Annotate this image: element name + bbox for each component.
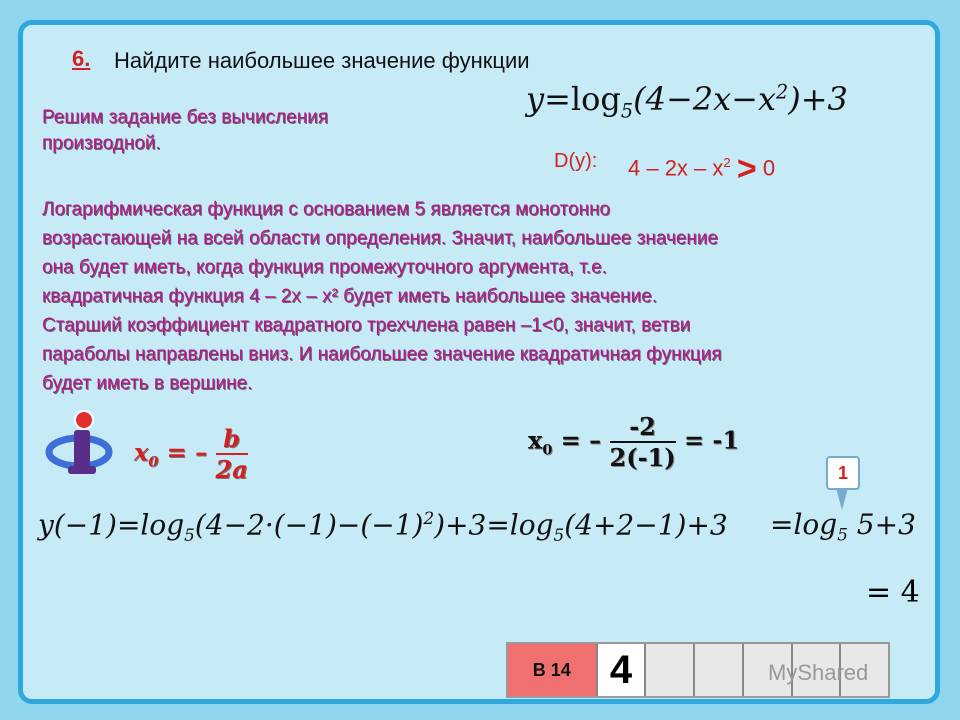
formula-base: 5 <box>620 99 634 123</box>
formula-y: y <box>526 80 545 118</box>
vf-sub: 0 <box>148 453 159 471</box>
method-note <box>42 105 362 157</box>
vf-den: 2a <box>215 455 248 484</box>
formula-arg: (4−2x−x <box>633 80 777 118</box>
domain-expr: 4 – 2x – x <box>628 155 724 181</box>
vc-fraction <box>610 412 676 472</box>
explanation-line: она будет иметь, когда функция промежуточного аргумента, т.е. <box>42 257 607 278</box>
sub-base1: 5 <box>184 524 195 545</box>
final-answer: = 4 <box>866 575 920 610</box>
domain-power: 2 <box>723 154 731 170</box>
substitution-formula <box>38 508 728 545</box>
vf-num: b <box>216 424 248 455</box>
vf-fraction <box>216 424 248 484</box>
sub-part2: =log <box>486 508 554 542</box>
sub-part1c: )+3 <box>434 508 487 542</box>
sub-part3b: 5+3 <box>847 508 916 541</box>
sub-part2b: (4+2−1)+3 <box>564 508 728 542</box>
sub-base2: 5 <box>553 524 565 545</box>
sub-part1: y(−1)=log <box>38 508 185 542</box>
hint-callout[interactable]: 1 <box>826 456 860 490</box>
info-icon[interactable] <box>44 410 114 481</box>
answer-label: В 14 <box>508 644 598 696</box>
vertex-calculation <box>528 412 739 472</box>
vc-sub: 0 <box>542 441 553 459</box>
answer-cell-empty[interactable] <box>646 644 695 696</box>
sub-part1b: (4−2·(−1)−(−1) <box>194 508 424 542</box>
domain-label: D(y): <box>554 150 598 172</box>
sub-sq: 2 <box>423 508 435 528</box>
sub-part3: =log <box>770 508 838 541</box>
method-note-text: Решим задание без вычисления производной. <box>42 107 329 154</box>
vertex-formula <box>134 424 248 484</box>
domain-expression <box>628 150 775 189</box>
explanation-line: Старший коэффициент квадратного трехчлена равен –1<0, значит, ветви <box>42 315 691 336</box>
vc-eq: = – <box>552 425 602 455</box>
vf-lhs: x <box>134 437 149 467</box>
explanation-paragraph <box>42 195 912 398</box>
formula-sq: 2 <box>776 80 789 104</box>
answer-cell-empty[interactable] <box>695 644 744 696</box>
vc-result: = -1 <box>683 425 740 455</box>
vc-num: -2 <box>610 412 676 443</box>
answer-cell[interactable]: 4 <box>598 644 647 696</box>
vc-den: 2(-1) <box>609 443 676 472</box>
explanation-line: будет иметь в вершине. <box>42 373 253 394</box>
vf-eq: = – <box>158 437 208 467</box>
task-text: Найдите наибольшее значение функции <box>114 48 530 73</box>
sub-base3: 5 <box>837 524 848 545</box>
formula-eq: = <box>544 80 571 118</box>
substitution-result <box>770 508 916 545</box>
domain-rhs: 0 <box>762 155 776 181</box>
explanation-line: возрастающей на всей области определения. Значит, наибольшее значение <box>42 228 719 249</box>
explanation-line: параболы направлены вниз. И наибольшее значение квадратичная функция <box>42 344 722 365</box>
formula-close: )+3 <box>788 80 848 118</box>
function-formula <box>526 80 848 122</box>
explanation-line: квадратичная функция 4 – 2x – x² будет иметь наибольшее значение. <box>42 286 658 307</box>
explanation-line: Логарифмическая функция с основанием 5 является монотонно <box>42 199 611 220</box>
formula-log: log <box>570 80 621 118</box>
callout-tail <box>836 488 848 510</box>
problem-number: 6. <box>72 46 91 71</box>
watermark-logo: MyShared <box>768 660 869 685</box>
vc-lhs: x <box>528 425 543 455</box>
greater-sign: > <box>736 150 757 188</box>
